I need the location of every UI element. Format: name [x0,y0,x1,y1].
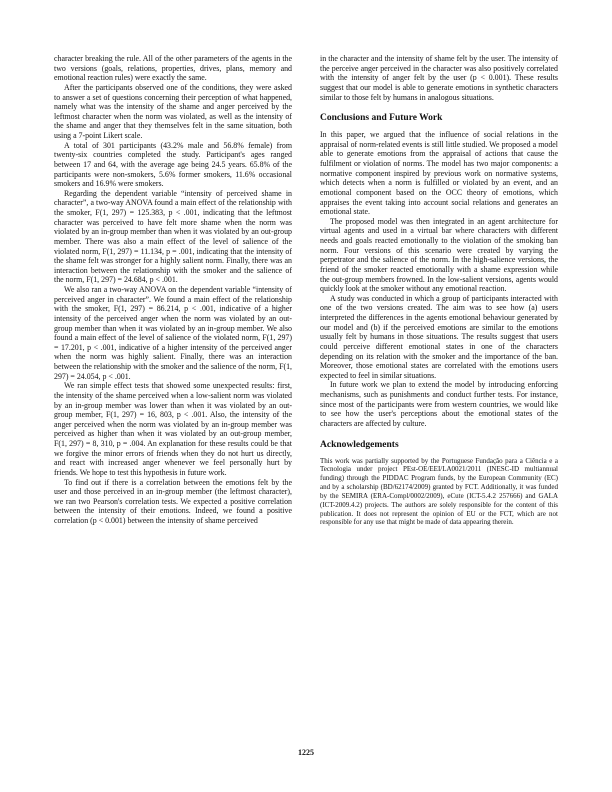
paragraph-acknowledgements: This work was partially supported by the Portuguese Fundação para a Ciência e a Tecnologia under project PEst-OE/EEI/LA0021/2011 (INESC-ID multiannual funding) through the PIDDAC Program funds, by the European Community (EC) and by a scholarship (BD/62174/2009) granted by FCT. Additionally, it was funded by the SEMIRA (ERA-Compl/0002/2009), eCute (ICT-5.4.2 257666) and GALA (ICT-2009.4.2) projects. The authors are solely responsible for the content of this publication. It does not represent the opinion of EU or the FCT, which are not responsible for any use that might be made of data appearing therein. [320,456,558,527]
paragraph-simple-effects: We ran simple effect tests that showed some unexpected results: first, the intensity of the shame perceived when a low-salient norm was violated by an in-group member was lower than when it was violated by an out-group member, F(1, 297) = 16, 803, p < .001. Also, the intensity of the anger perceived when the norm was violated by an in-group member was perceived as higher than when it was violated by an out-group member, F(1, 297) = 8, 310, p = .004. An explanation for these results could be that we forgive the minor errors of friends when they do not hurt us directly, and react with increased anger whenever we feel personally hurt by friends. We hope to test this hypothesis in future work. [54,381,292,477]
left-column [54,54,292,526]
acknowledgements-block [320,457,558,528]
paragraph-conclusions-4: In future work we plan to extend the model by introducing enforcing mechanisms, such as punishments and conduct further tests. For instance, since most of the participants were from western countries, we would like to see how the user's perceptions about the emotional states of the characters are affected by culture. [320,380,558,428]
right-column [320,54,558,527]
section-title-conclusions: Conclusions and Future Work [320,113,443,124]
paragraph-questions: After the participants observed one of the conditions, they were asked to answer a set of questions concerning their perception of what happened, namely what was the intensity of the shame and anger perceived by the leftmost character when the norm was violated, as well as the intensity of the shame and anger that they themselves felt in the same situation, both using a 7-point Likert scale. [54,82,292,140]
paragraph-anova-shame: Regarding the dependent variable “intensity of perceived shame in character”, a two-way ANOVA found a main effect of the relationship with the smoker, F(1, 297) = 125.383, p < .001, indicating that the leftmost character was perceived to have felt more shame when the norm was violated by an in-group member than when it was violated by an out-group member. There was also a main effect of the level of salience of the violated norm, F(1, 297) = 11.134, p = .001, indicating that the intensity of the shame felt was stronger for a highly salient norm. Finally, there was an interaction between the relationship with the smoker and the salience of the norm, F(1, 297) = 24.684, p < .001. [54,188,292,285]
page-number: 1225 [298,748,314,757]
paragraph-conclusions-2: The proposed model was then integrated in an agent architecture for virtual agents and used in a virtual bar where characters with different needs and goals reacted emotionally to the violation of the smoking ban norm. Four versions of this scenario were created by varying the perpetrator and the salience of the norm. In the high-salience versions, the friend of the smoker reacted emotionally with a shame expression while the out-group members frowned. In the low-salient versions, agents would quickly look at the smoker without any emotional reaction. [320,216,558,294]
paragraph-conclusions-3: A study was conducted in which a group of participants interacted with one of the two versions created. The aim was to see how (a) users interpreted the differences in the agents emotional behaviour generated by our model and (b) if the perceived emotions are similar to the emotions usually felt by humans in those situations. The results suggest that users could perceive different emotional states in one of the characters depending on its relation with the smoker and the importance of the ban. Moreover, those emotional states are correlated with the emotions users expected to feel in similar situations. [320,293,558,380]
paragraph-conclusions-1: In this paper, we argued that the influence of social relations in the appraisal of norm-related events is still little studied. We proposed a model able to generate emotions from the appraisal of actions that cause the fulfilment or violation of norms. The model has two major components: a normative component inspired by previous work on normative systems, which detects when a norm is fulfilled or violated by an event, and an emotional component based on the OCC theory of emotions, which appraises the event taking into account social relations and generates an emotional state. [320,130,558,217]
section-title-acknowledgements: Acknowledgements [320,439,399,450]
paragraph-correlation-continued: in the character and the intensity of shame felt by the user. The intensity of the perceive anger perceived in the character was also positively correlated with the intensity of anger felt by the user (p < 0.001). These results suggest that our model is able to generate emotions in synthetic characters similar to those felt by humans in analogous situations. [320,54,558,102]
paragraph-study-setup: character breaking the rule. All of the other parameters of the agents in the two versions (goals, relations, properties, drives, plans, memory and emotional reaction rules) were exactly the same. [54,54,292,83]
paragraph-correlation: To find out if there is a correlation between the emotions felt by the user and those perceived in an in-group member (the leftmost character), we ran two Pearson's correlation tests. We expected a positive correlation between the intensity of their emotions. Indeed, we found a positive correlation (p < 0.001) between the intensity of shame perceived [54,477,292,525]
paragraph-anova-anger: We also ran a two-way ANOVA on the dependent variable “intensity of perceived anger in character”. We found a main effect of the relationship with the smoker, F(1, 297) = 86.214, p < .001, indicative of a higher intensity of the perceived anger when the norm was violated by an out-group member than when it was violated by an in-group member. We also found a main effect of the level of salience of the violated norm, F(1, 297) = 17.201, p < .001, indicative of a higher intensity of the perceived anger when the norm was highly salient. Finally, there was an interaction between the relationship with the smoker and the salience of the norm, F(1, 297) = 24.054, p < .001. [54,285,292,381]
paragraph-participants: A total of 301 participants (43.2% male and 56.8% female) from twenty-six countries completed the study. Participant's ages ranged between 17 and 64, with the average age being 24.5 years. 65.8% of the participants were non-smokers, 5.6% former smokers, 11.6% occasional smokers and 16.9% were smokers. [54,140,292,189]
